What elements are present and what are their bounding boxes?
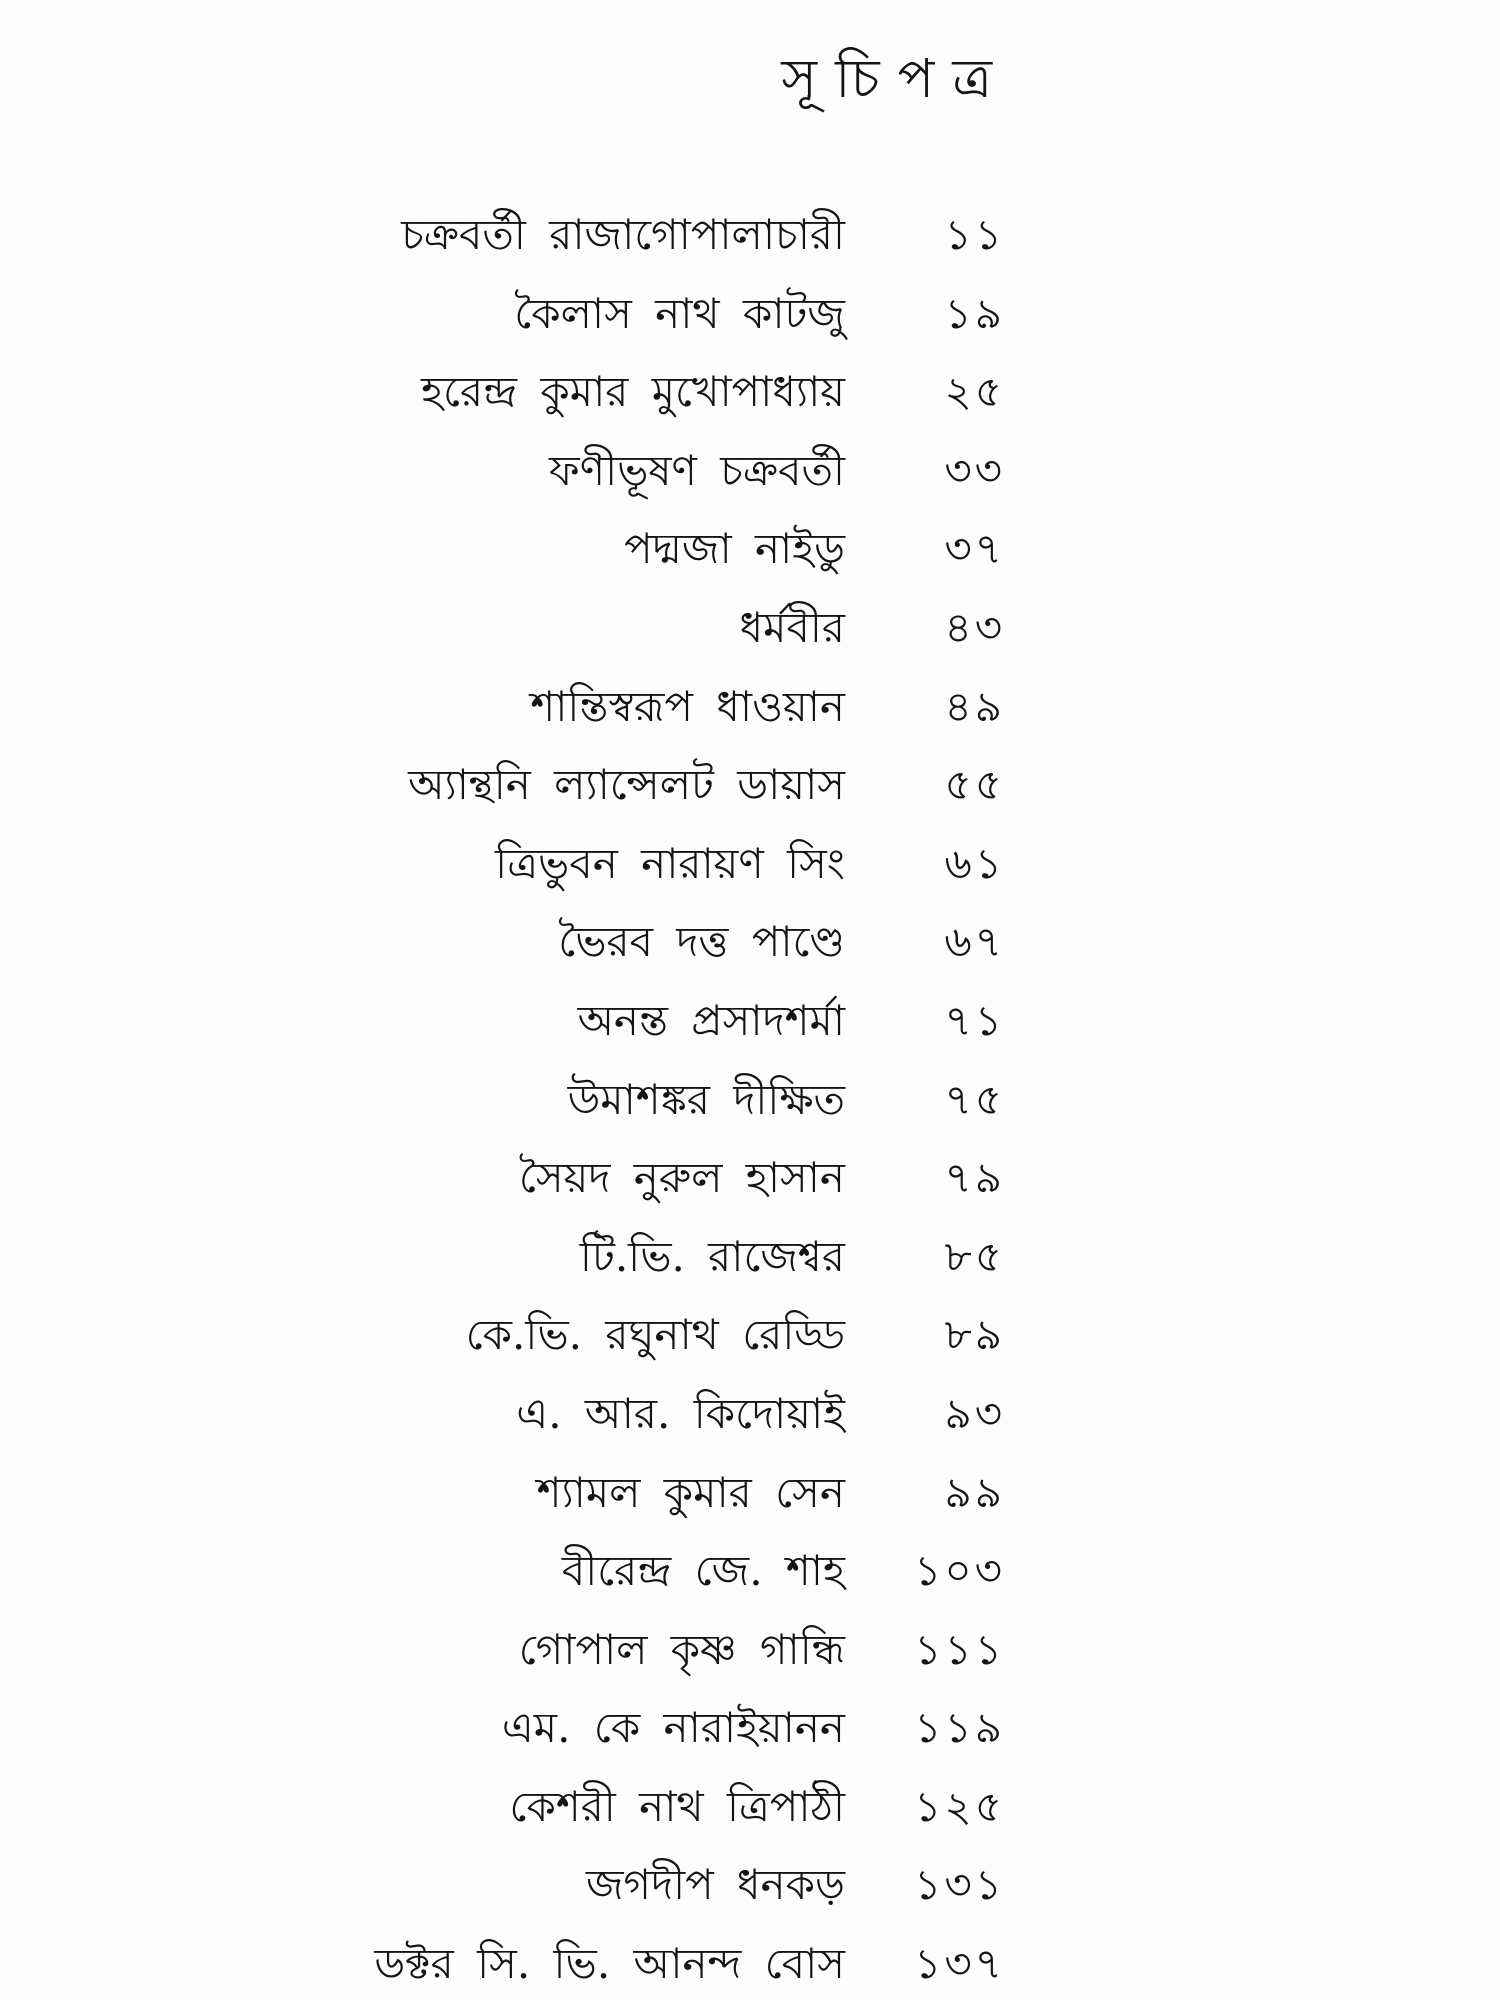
entry-name: অনন্ত প্রসাদশর্মা xyxy=(577,995,845,1045)
toc-entry xyxy=(0,668,1500,747)
entry-name: এম. কে নারাইয়ানন xyxy=(501,1703,845,1753)
entry-name: ত্রিভুবন নারায়ণ সিং xyxy=(495,838,845,888)
toc-entry xyxy=(0,275,1500,354)
toc-entry xyxy=(0,196,1500,275)
entry-name: ভৈরব দত্ত পাণ্ডে xyxy=(558,917,845,967)
entry-name: বীরেন্দ্র জে. শাহ xyxy=(561,1546,845,1596)
toc-entry xyxy=(0,1454,1500,1533)
entry-page-number: ৪৩ xyxy=(944,602,1005,652)
toc-entry xyxy=(0,982,1500,1061)
entry-name: শান্তিস্বরূপ ধাওয়ান xyxy=(530,681,845,731)
entry-page-number: ১৩৭ xyxy=(914,1939,1005,1989)
entry-page-number: ১১ xyxy=(944,210,1005,259)
entry-name: টি.ভি. রাজেশ্বর xyxy=(579,1231,845,1281)
table-of-contents xyxy=(0,196,1500,2000)
entry-page-number: ৭৯ xyxy=(944,1153,1005,1203)
toc-entry xyxy=(0,1375,1500,1454)
entry-name: পদ্মজা নাইডু xyxy=(624,524,845,574)
entry-page-number: ১৯ xyxy=(944,288,1005,338)
toc-entry xyxy=(0,1061,1500,1140)
entry-page-number: ৮৫ xyxy=(944,1231,1005,1281)
entry-name: এ. আর. কিদোয়াই xyxy=(516,1388,845,1438)
entry-name: ফণীভূষণ চক্রবর্তী xyxy=(549,445,845,495)
entry-page-number: ৩৩ xyxy=(944,445,1005,495)
toc-entry xyxy=(0,1296,1500,1375)
entry-name: কৈলাস নাথ কাটজু xyxy=(514,288,845,338)
entry-name: অ্যান্থনি ল্যান্সেলট ডায়াস xyxy=(408,760,845,810)
entry-page-number: ৪৯ xyxy=(944,681,1005,731)
entry-page-number: ৩৭ xyxy=(944,524,1005,574)
toc-entry xyxy=(0,1925,1500,2000)
entry-name: কেশরী নাথ ত্রিপাঠী xyxy=(509,1781,845,1831)
entry-page-number: ১১১ xyxy=(914,1624,1005,1674)
toc-entry xyxy=(0,1139,1500,1218)
entry-page-number: ৬১ xyxy=(944,838,1005,888)
entry-name: ধর্মবীর xyxy=(739,602,845,652)
entry-name: উমাশঙ্কর দীক্ষিত xyxy=(567,1074,845,1124)
toc-entry xyxy=(0,1768,1500,1847)
entry-page-number: ৯৩ xyxy=(944,1388,1005,1438)
toc-entry xyxy=(0,903,1500,982)
toc-entry xyxy=(0,1218,1500,1297)
entry-name: গোপাল কৃষ্ণ গান্ধি xyxy=(518,1624,845,1674)
entry-name: কে.ভি. রঘুনাথ রেড্ডি xyxy=(465,1310,845,1360)
entry-page-number: ১২৫ xyxy=(914,1781,1005,1831)
toc-entry xyxy=(0,1689,1500,1768)
toc-entry xyxy=(0,1532,1500,1611)
entry-page-number: ৮৯ xyxy=(944,1310,1005,1360)
page-title: সূচিপত্র xyxy=(781,47,1010,110)
entry-name: সৈয়দ নুরুল হাসান xyxy=(518,1153,845,1203)
toc-entry xyxy=(0,353,1500,432)
entry-page-number: ৯৯ xyxy=(944,1467,1005,1517)
entry-page-number: ৭১ xyxy=(944,995,1005,1045)
toc-entry xyxy=(0,825,1500,904)
toc-entry xyxy=(0,432,1500,511)
entry-page-number: ৬৭ xyxy=(944,917,1005,967)
entry-page-number: ১১৯ xyxy=(914,1703,1005,1753)
entry-page-number: ২৫ xyxy=(944,367,1005,417)
toc-entry xyxy=(0,1611,1500,1690)
entry-name: শ্যামল কুমার সেন xyxy=(536,1467,845,1517)
entry-name: ডক্টর সি. ভি. আনন্দ বোস xyxy=(374,1939,845,1989)
entry-page-number: ৫৫ xyxy=(944,760,1005,810)
entry-page-number: ৭৫ xyxy=(944,1074,1005,1124)
entry-page-number: ১০৩ xyxy=(914,1546,1005,1596)
toc-entry xyxy=(0,1846,1500,1925)
toc-entry xyxy=(0,589,1500,668)
toc-entry xyxy=(0,510,1500,589)
entry-name: চক্রবর্তী রাজাগোপালাচারী xyxy=(401,210,845,259)
entry-name: হরেন্দ্র কুমার মুখোপাধ্যায় xyxy=(421,367,845,417)
entry-page-number: ১৩১ xyxy=(914,1860,1005,1910)
toc-entry xyxy=(0,746,1500,825)
entry-name: জগদীপ ধনকড় xyxy=(585,1860,845,1910)
